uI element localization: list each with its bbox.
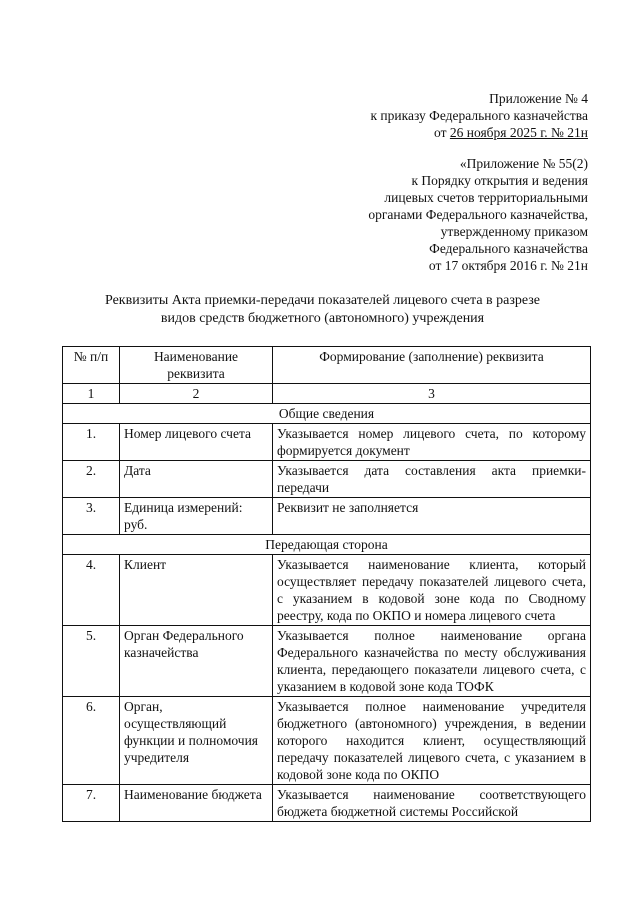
row-name: Клиент	[120, 555, 273, 626]
table-row	[63, 461, 591, 498]
table-row	[63, 785, 591, 822]
table-row	[63, 697, 591, 785]
row-description: Указывается полное наименование учредителя бюджетного (автономного) учреждения, в ведении которого находится клиент, осуществляющий передачу показателей лицевого счета, с указанием в кодовой зоне кода по ОКПО	[273, 697, 591, 785]
requisites-table	[62, 346, 591, 822]
title-line-1: Реквизиты Акта приемки-передачи показателей лицевого счета в разрезе	[104, 293, 541, 308]
row-description: Указывается номер лицевого счета, по которому формируется документ	[273, 424, 591, 461]
table-row	[63, 498, 591, 535]
header-line-2: к приказу Федерального казначейства	[370, 108, 588, 123]
table-header-row	[63, 347, 591, 384]
column-number: 1	[63, 384, 120, 404]
row-number: 3.	[63, 498, 120, 535]
table-row	[63, 555, 591, 626]
header-filling: Формирование (заполнение) реквизита	[273, 347, 591, 384]
header-date-prefix: от	[434, 125, 450, 140]
column-number: 2	[120, 384, 273, 404]
document-title	[60, 292, 585, 328]
row-number: 6.	[63, 697, 120, 785]
order-header	[371, 90, 589, 141]
appendix-line: органами Федерального казначейства,	[368, 207, 588, 222]
section-general: Общие сведения	[63, 404, 591, 424]
appendix-header	[368, 155, 588, 274]
appendix-line: «Приложение № 55(2)	[459, 156, 588, 171]
section-row	[63, 535, 591, 555]
table-row	[63, 424, 591, 461]
row-description: Реквизит не заполняется	[273, 498, 591, 535]
table-row	[63, 626, 591, 697]
row-name: Номер лицевого счета	[120, 424, 273, 461]
appendix-line: утвержденному приказом	[440, 224, 588, 239]
row-number: 2.	[63, 461, 120, 498]
header-line-3	[371, 124, 589, 141]
row-description: Указывается наименование соответствующего бюджета бюджетной системы Российской	[273, 785, 591, 822]
appendix-line: от 17 октября 2016 г. № 21н	[428, 258, 588, 273]
title-line-2: видов средств бюджетного (автономного) учреждения	[160, 311, 485, 326]
row-number: 5.	[63, 626, 120, 697]
header-number: № п/п	[63, 347, 120, 384]
row-name: Дата	[120, 461, 273, 498]
row-number: 4.	[63, 555, 120, 626]
row-description: Указывается наименование клиента, который осуществляет передачу показателей лицевого счета, с указанием в кодовой зоне кода по Сводному реестру, кода по ОКПО и номера лицевого счета	[273, 555, 591, 626]
row-description: Указывается дата составления акта приемки-передачи	[273, 461, 591, 498]
row-description: Указывается полное наименование органа Федерального казначейства по месту обслуживания клиента, передающего показатели лицевого счета, с указанием в кодовой зоне кода ТОФК	[273, 626, 591, 697]
row-number: 7.	[63, 785, 120, 822]
section-row	[63, 404, 591, 424]
header-name: Наименование реквизита	[120, 347, 273, 384]
row-name: Наименование бюджета	[120, 785, 273, 822]
row-name: Единица измерений: руб.	[120, 498, 273, 535]
row-name: Орган Федерального казначейства	[120, 626, 273, 697]
appendix-line: Федерального казначейства	[429, 241, 588, 256]
column-number: 3	[273, 384, 591, 404]
column-numbers-row	[63, 384, 591, 404]
appendix-line: к Порядку открытия и ведения	[411, 173, 588, 188]
header-line-1: Приложение № 4	[489, 91, 588, 106]
row-number: 1.	[63, 424, 120, 461]
section-transferring: Передающая сторона	[63, 535, 591, 555]
appendix-line: лицевых счетов территориальными	[384, 190, 588, 205]
row-name: Орган, осуществляющий функции и полномочия учредителя	[120, 697, 273, 785]
header-date: 26 ноября 2025 г. № 21н	[449, 125, 588, 140]
